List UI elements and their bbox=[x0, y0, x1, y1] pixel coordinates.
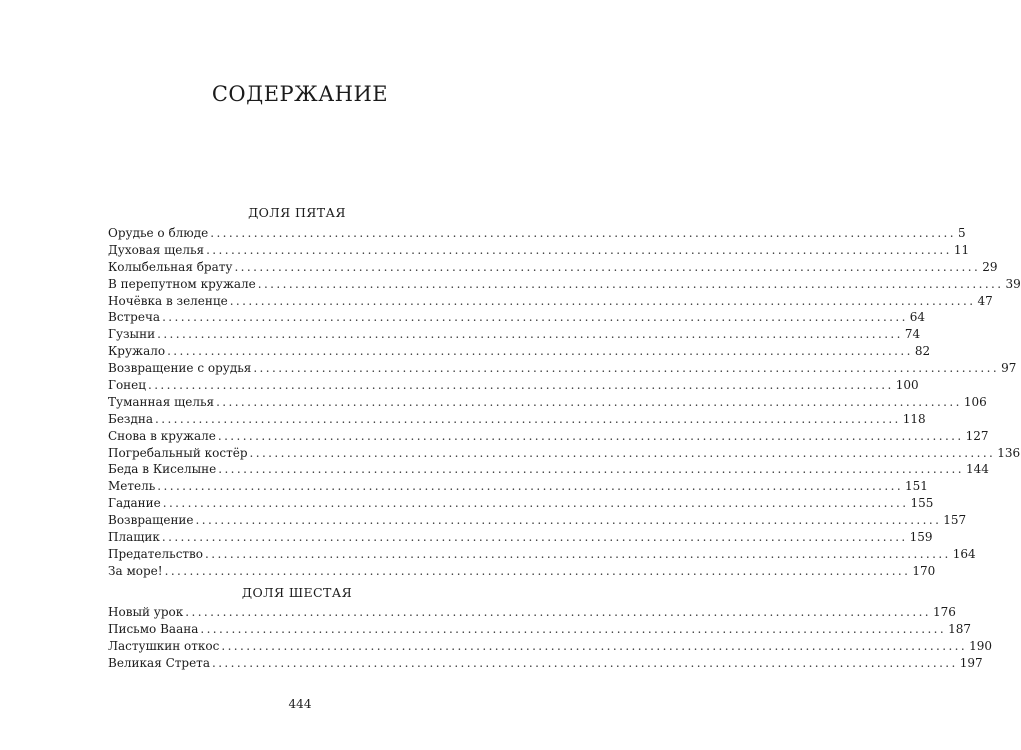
toc-entry-page: 39 bbox=[1005, 276, 1021, 291]
page-number: 444 bbox=[288, 697, 312, 711]
toc-entry bbox=[108, 428, 989, 445]
toc-entry-page: 100 bbox=[895, 378, 919, 393]
toc-entry-page: 11 bbox=[953, 242, 970, 257]
toc-entry bbox=[108, 512, 967, 529]
toc-entry-page: 187 bbox=[948, 621, 972, 636]
toc-entry-title: Гузыни bbox=[108, 327, 156, 342]
toc-entry-title: Гонец bbox=[108, 378, 146, 393]
toc-entry-page: 144 bbox=[965, 462, 989, 477]
toc-entry bbox=[108, 225, 966, 242]
dot-leader: ........................................................................................................................ bbox=[206, 242, 952, 257]
toc-entry bbox=[108, 445, 1021, 462]
toc-entry-title: Великая Стрета bbox=[108, 655, 210, 670]
toc-entry-page: 157 bbox=[943, 513, 967, 528]
section-heading: ДОЛЯ ПЯТАЯ bbox=[248, 205, 346, 220]
toc-entry-title: Туманная щелья bbox=[108, 394, 215, 409]
dot-leader: ........................................................................................................................ bbox=[167, 344, 913, 359]
toc-entry bbox=[108, 563, 936, 580]
dot-leader: ........................................................................................................................ bbox=[249, 445, 996, 460]
toc-list bbox=[108, 604, 993, 672]
dot-leader: ........................................................................................................................ bbox=[157, 327, 903, 342]
toc-entry-title: Возвращение с орудья bbox=[108, 361, 252, 376]
toc-entry-title: Метель bbox=[108, 479, 156, 494]
dot-leader: ........................................................................................................................ bbox=[162, 310, 908, 325]
toc-entry-title: Бездна bbox=[108, 411, 154, 426]
toc-entry-title: Кружало bbox=[108, 344, 166, 359]
toc-entry bbox=[108, 377, 919, 394]
toc-entry bbox=[108, 360, 1017, 377]
toc-entry-page: 97 bbox=[1001, 361, 1017, 376]
toc-entry-title: Предательство bbox=[108, 546, 204, 561]
toc-entry-page: 197 bbox=[959, 655, 983, 670]
toc-entry-title: Духовая щелья bbox=[108, 242, 205, 257]
toc-entry bbox=[108, 343, 931, 360]
toc-entry bbox=[108, 293, 993, 310]
toc-entry-title: Гадание bbox=[108, 496, 161, 511]
toc-entry-page: 151 bbox=[905, 479, 928, 494]
dot-leader: ........................................................................................................................ bbox=[234, 259, 981, 274]
toc-entry-page: 64 bbox=[909, 310, 926, 325]
toc-entry-title: В перепутном кружале bbox=[108, 276, 256, 291]
toc-entry-page: 29 bbox=[982, 259, 998, 274]
toc-entry-title: Погребальный костёр bbox=[108, 445, 248, 460]
dot-leader: ........................................................................................................................ bbox=[161, 530, 908, 545]
toc-entry-page: 190 bbox=[969, 638, 993, 653]
toc-entry bbox=[108, 478, 928, 495]
dot-leader: ........................................................................................................................ bbox=[195, 513, 942, 528]
toc-entry-title: Снова в кружале bbox=[108, 428, 216, 443]
toc-entry bbox=[108, 638, 993, 655]
toc-entry-title: Ластушкин откос bbox=[108, 638, 220, 653]
dot-leader: ........................................................................................................................ bbox=[218, 462, 964, 477]
toc-entry bbox=[108, 242, 970, 259]
toc-entry-page: 159 bbox=[909, 530, 933, 545]
page-title: СОДЕРЖАНИЕ bbox=[211, 82, 389, 106]
toc-entry bbox=[108, 461, 989, 478]
toc-entry-title: За море! bbox=[108, 563, 163, 578]
toc-entry-page: 127 bbox=[965, 428, 989, 443]
dot-leader: ........................................................................................................................ bbox=[253, 361, 1000, 376]
dot-leader: ........................................................................................................................ bbox=[221, 638, 968, 653]
dot-leader: ........................................................................................................................ bbox=[200, 621, 947, 636]
toc-entry-page: 164 bbox=[952, 546, 976, 561]
toc-entry-title: Возвращение bbox=[108, 513, 194, 528]
toc-entry-title: Плащик bbox=[108, 530, 160, 545]
dot-leader: ........................................................................................................................ bbox=[210, 226, 956, 240]
dot-leader: ........................................................................................................................ bbox=[148, 378, 894, 393]
dot-leader: ........................................................................................................................ bbox=[217, 428, 964, 443]
toc-entry-page: 155 bbox=[910, 496, 934, 511]
dot-leader: ........................................................................................................................ bbox=[205, 546, 951, 561]
toc-entry bbox=[108, 604, 956, 621]
toc-entry bbox=[108, 276, 1021, 293]
dot-leader: ........................................................................................................................ bbox=[157, 479, 904, 494]
toc-entry bbox=[108, 529, 933, 546]
dot-leader: ........................................................................................................................ bbox=[211, 655, 958, 670]
toc-entry bbox=[108, 259, 998, 276]
toc-entry bbox=[108, 621, 972, 638]
dot-leader: ........................................................................................................................ bbox=[185, 605, 932, 619]
toc-entry-page: 5 bbox=[957, 226, 966, 240]
toc-entry bbox=[108, 655, 983, 672]
toc-entry-page: 176 bbox=[933, 605, 956, 619]
dot-leader: ........................................................................................................................ bbox=[164, 563, 911, 578]
dot-leader: ........................................................................................................................ bbox=[229, 293, 976, 308]
dot-leader: ........................................................................................................................ bbox=[216, 394, 962, 409]
toc-entry-page: 136 bbox=[997, 445, 1021, 460]
toc-entry-title: Письмо Ваана bbox=[108, 621, 199, 636]
toc-entry bbox=[108, 411, 926, 428]
toc-entry-title: Беда в Киселыне bbox=[108, 462, 217, 477]
toc-entry-title: Колыбельная брату bbox=[108, 259, 233, 274]
section-heading: ДОЛЯ ШЕСТАЯ bbox=[241, 585, 353, 600]
toc-entry bbox=[108, 309, 926, 326]
toc-entry-title: Ночёвка в зеленце bbox=[108, 293, 228, 308]
dot-leader: ........................................................................................................................ bbox=[155, 411, 901, 426]
toc-entry-page: 106 bbox=[963, 394, 987, 409]
dot-leader: ........................................................................................................................ bbox=[162, 496, 909, 511]
toc-entry-page: 74 bbox=[904, 327, 921, 342]
dot-leader: ........................................................................................................................ bbox=[257, 276, 1004, 291]
toc-entry-page: 170 bbox=[912, 563, 936, 578]
toc-entry bbox=[108, 495, 934, 512]
toc-entry bbox=[108, 394, 987, 411]
toc-entry-title: Орудье о блюде bbox=[108, 226, 209, 240]
toc-list bbox=[108, 225, 1021, 580]
toc-entry-page: 118 bbox=[902, 411, 926, 426]
toc-entry-page: 47 bbox=[977, 293, 993, 308]
toc-entry bbox=[108, 326, 921, 343]
toc-entry-title: Новый урок bbox=[108, 605, 184, 619]
toc-entry bbox=[108, 546, 976, 563]
toc-entry-title: Встреча bbox=[108, 310, 161, 325]
toc-entry-page: 82 bbox=[914, 344, 931, 359]
